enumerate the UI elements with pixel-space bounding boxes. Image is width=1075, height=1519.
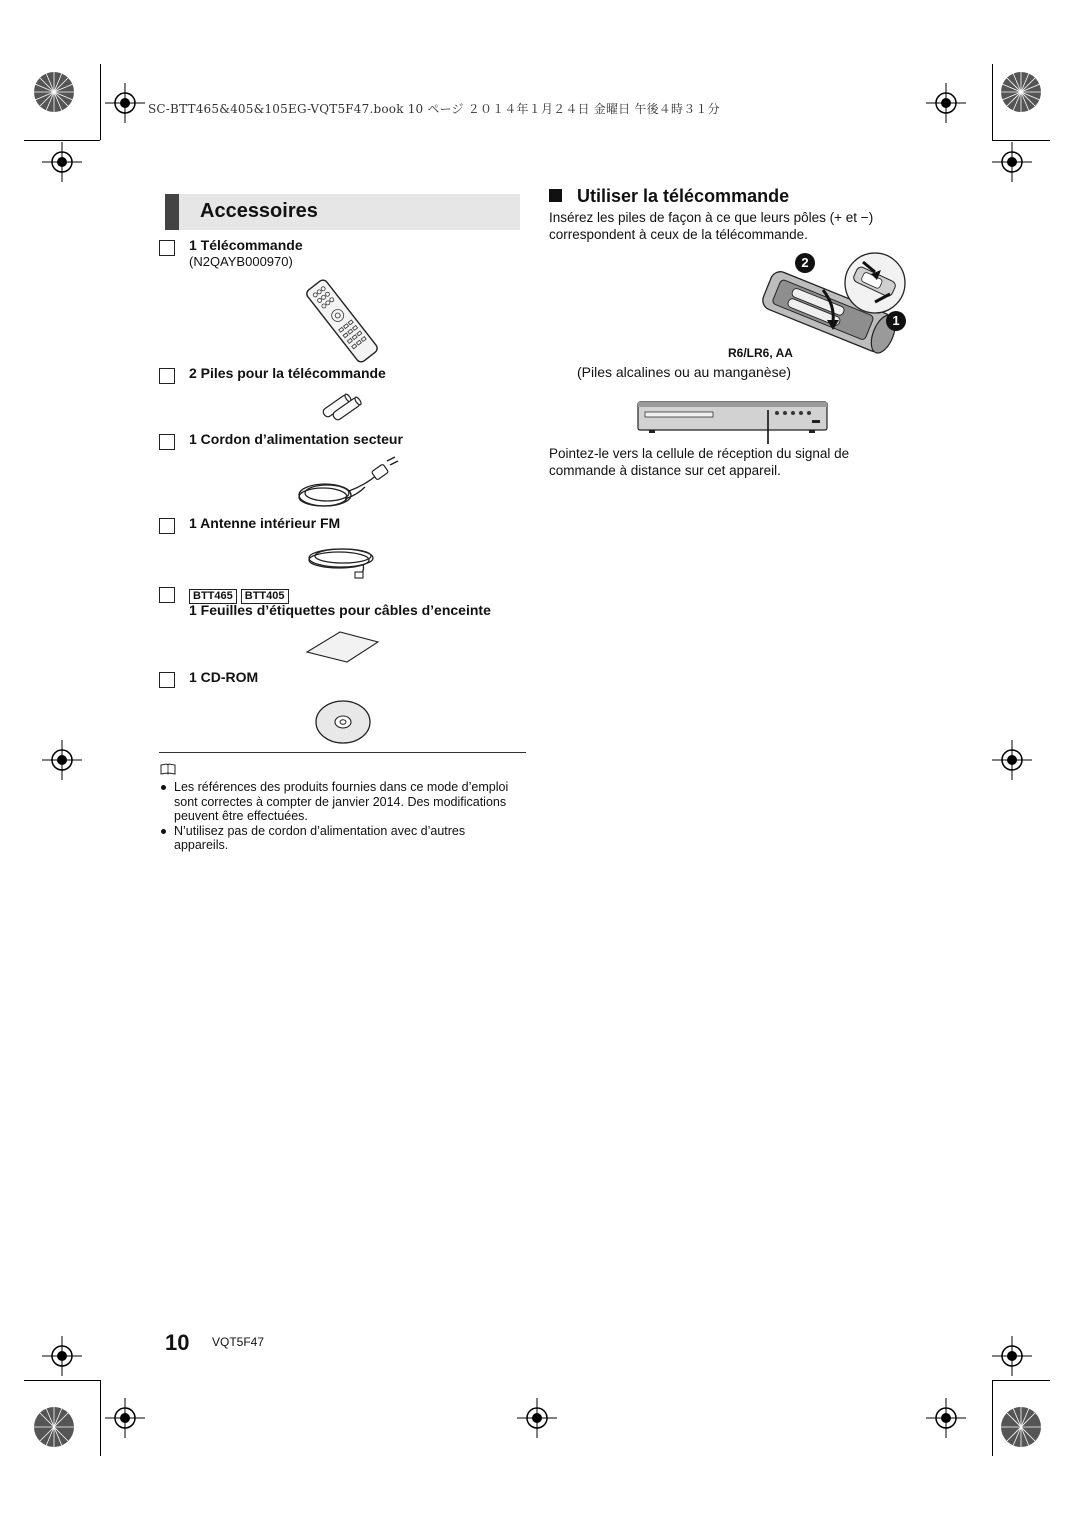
- registration-mark: [992, 740, 1032, 780]
- power-cord-illustration: [295, 455, 405, 513]
- crop-line: [24, 140, 100, 141]
- registration-mark: [105, 1398, 145, 1438]
- color-starburst-mark: [33, 71, 75, 113]
- fm-antenna-illustration: [303, 538, 383, 580]
- accessory-label-remote: 1 Télécommande: [189, 237, 303, 253]
- color-starburst-mark: [33, 1406, 75, 1448]
- accessory-checkbox-power-cord[interactable]: [159, 434, 175, 450]
- registration-mark: [992, 1336, 1032, 1376]
- color-starburst-mark: [1000, 71, 1042, 113]
- registration-mark: [42, 1336, 82, 1376]
- section-title: Accessoires: [200, 200, 318, 222]
- crop-line: [992, 1380, 993, 1456]
- remote-control-illustration: [300, 276, 385, 366]
- accessory-checkbox-batteries[interactable]: [159, 368, 175, 384]
- color-starburst-mark: [1000, 1406, 1042, 1448]
- section-divider: [159, 752, 526, 753]
- pointing-instructions: Pointez-le vers la cellule de réception du signal de commande à distance sur cet appareil.: [549, 446, 850, 478]
- crop-line: [100, 1380, 101, 1456]
- registration-mark: [926, 1398, 966, 1438]
- accessory-checkbox-fm-antenna[interactable]: [159, 518, 175, 534]
- note-item: N’utilisez pas de cordon d’alimentation avec d’autres appareils.: [159, 824, 519, 853]
- cd-rom-illustration: [314, 699, 372, 745]
- heading-square-icon: [549, 189, 562, 202]
- registration-mark: [517, 1398, 557, 1438]
- accessory-label-fm-antenna: 1 Antenne intérieur FM: [189, 515, 341, 531]
- crop-line: [24, 1380, 100, 1381]
- blu-ray-player-illustration: [637, 400, 829, 445]
- remote-section-heading: [549, 186, 789, 207]
- model-tag: BTT465: [189, 589, 237, 604]
- accessory-label-label-sheet: 1 Feuilles d’étiquettes pour câbles d’enceinte: [189, 602, 491, 618]
- note-item: Les références des produits fournies dans ce mode d’emploi sont correctes à compter de janvier 2014. Des modifications peuvent être effectuées.: [159, 780, 519, 824]
- section-header-accessories: [165, 194, 520, 230]
- batteries-illustration: [318, 392, 366, 422]
- registration-mark: [926, 83, 966, 123]
- accessory-label-power-cord: 1 Cordon d’alimentation secteur: [189, 431, 403, 447]
- crop-line: [992, 140, 1050, 141]
- battery-type-caption: (Piles alcalines ou au manganèse): [577, 364, 792, 380]
- crop-line: [100, 64, 101, 140]
- accessory-part-number: (N2QAYB000970): [189, 254, 293, 269]
- accessory-checkbox-cd-rom[interactable]: [159, 672, 175, 688]
- accessory-checkbox-label-sheet[interactable]: [159, 587, 175, 603]
- crop-line: [992, 64, 993, 140]
- accessory-notes: [159, 780, 519, 853]
- accessory-label-cd-rom: 1 CD-ROM: [189, 669, 259, 685]
- registration-mark: [992, 142, 1032, 182]
- crop-line: [992, 1380, 1050, 1381]
- label-sheet-illustration: [305, 630, 380, 664]
- accessory-checkbox-remote[interactable]: [159, 240, 175, 256]
- book-note-icon: [160, 763, 176, 775]
- accessory-label-batteries: 2 Piles pour la télécommande: [189, 365, 386, 381]
- battery-instructions: Insérez les piles de façon à ce que leurs pôles (+ et −) correspondent à ceux de la télécommande.: [549, 210, 874, 242]
- model-tag: BTT405: [241, 589, 289, 604]
- document-code: VQT5F47: [212, 1335, 265, 1349]
- registration-mark: [42, 142, 82, 182]
- remote-heading-text: Utiliser la télécommande: [577, 186, 790, 206]
- step-marker-2: 2: [795, 253, 815, 273]
- page-number: 10: [165, 1330, 190, 1355]
- section-accent-bar: [165, 194, 179, 230]
- registration-mark: [105, 83, 145, 123]
- print-header: SC-BTT465&405&105EG-VQT5F47.book 10 ページ ２０１４年１月２４日 金曜日 午後４時３１分: [148, 102, 720, 116]
- step-marker-1: 1: [886, 311, 906, 331]
- battery-type-label: R6/LR6, AA: [728, 346, 793, 360]
- registration-mark: [42, 740, 82, 780]
